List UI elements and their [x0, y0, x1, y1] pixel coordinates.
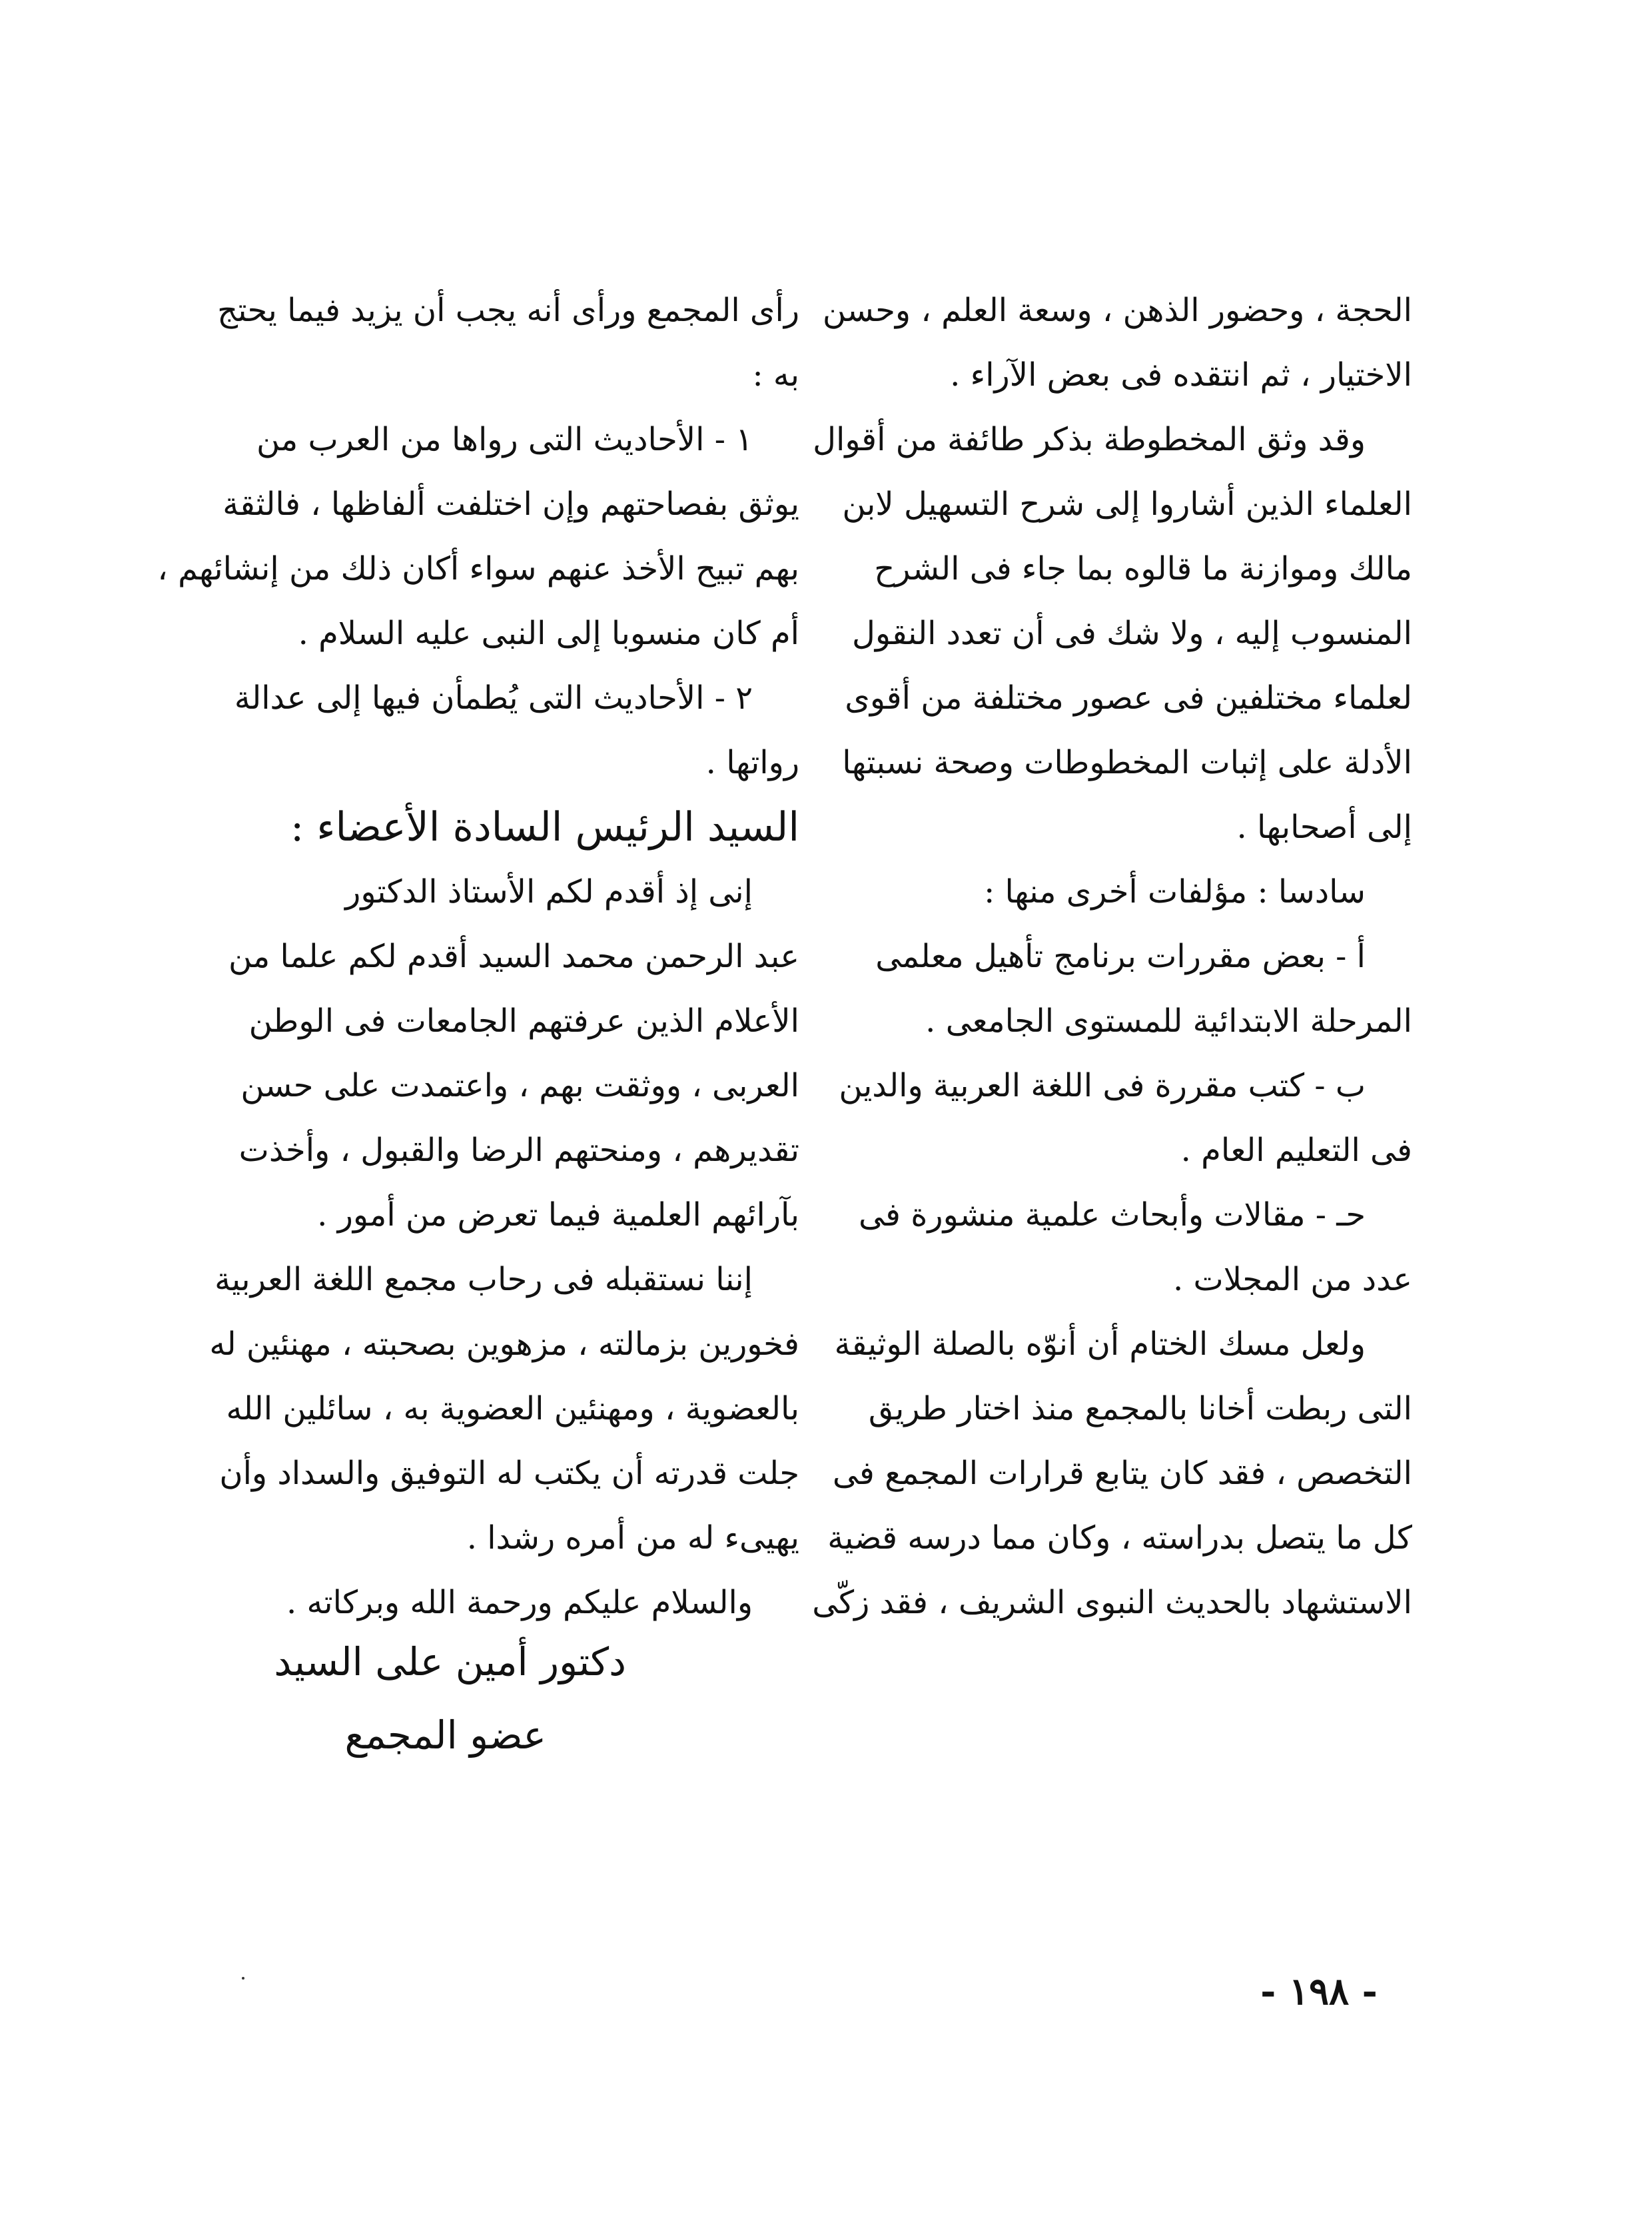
text-line: بالعضوية ، ومهنئين العضوية به ، سائلين الله	[226, 1390, 799, 1427]
text-line: المنسوب إليه ، ولا شك فى أن تعدد النقول	[852, 615, 1412, 652]
text-line: الاختيار ، ثم انتقده فى بعض الآراء .	[950, 356, 1412, 394]
text-line: مالك وموازنة ما قالوه بما جاء فى الشرح	[874, 550, 1412, 587]
text-line: التخصص ، فقد كان يتابع قرارات المجمع فى	[832, 1455, 1412, 1492]
text-line: العربى ، ووثقت بهم ، واعتمدت على حسن	[240, 1067, 799, 1104]
text-line: تقديرهم ، ومنحتهم الرضا والقبول ، وأخذت	[238, 1132, 799, 1169]
text-line: بهم تبيح الأخذ عنهم سواء أكان ذلك من إنشائهم ،	[157, 550, 799, 587]
text-line: عدد من المجلات .	[1172, 1261, 1412, 1298]
text-line: جلت قدرته أن يكتب له التوفيق والسداد وأن	[219, 1455, 799, 1492]
text-line: ولعل مسك الختام أن أنوّه بالصلة الوثيقة	[834, 1325, 1366, 1363]
text-line: إنى إذ أقدم لكم الأستاذ الدكتور	[345, 873, 753, 911]
text-line: سادسا : مؤلفات أخرى منها :	[984, 873, 1366, 911]
text-line: به :	[752, 356, 799, 394]
text-line: الاستشهاد بالحديث النبوى الشريف ، فقد زكّى	[812, 1584, 1412, 1621]
text-line: العلماء الذين أشاروا إلى شرح التسهيل لابن	[842, 486, 1412, 523]
text-line: بآرائهم العلمية فيما تعرض من أمور .	[317, 1196, 799, 1234]
text-line: عبد الرحمن محمد السيد أقدم لكم علما من	[228, 938, 799, 975]
text-line: ٢ - الأحاديث التى يُطمأن فيها إلى عدالة	[234, 679, 753, 717]
scan-speck	[242, 1977, 244, 1980]
right-text-column	[812, 278, 1412, 1635]
text-line: يوثق بفصاحتهم وإن اختلفت ألفاظها ، فالثقة	[222, 486, 799, 523]
text-line: إلى أصحابها .	[1236, 809, 1412, 846]
text-line: والسلام عليكم ورحمة الله وبركاته .	[286, 1584, 753, 1621]
signature-title: عضو المجمع	[344, 1712, 546, 1758]
text-line: لعلماء مختلفين فى عصور مختلفة من أقوى	[845, 679, 1412, 717]
text-line: حـ - مقالات وأبحاث علمية منشورة فى	[859, 1196, 1366, 1234]
signature-block	[274, 1625, 626, 1772]
text-line: يهيىء له من أمره رشدا .	[466, 1519, 799, 1557]
text-line: رواتها .	[705, 744, 799, 781]
text-line: أ - بعض مقررات برنامج تأهيل معلمى	[875, 938, 1366, 975]
text-line: رأى المجمع ورأى أنه يجب أن يزيد فيما يحتج	[217, 292, 799, 329]
text-line: وقد وثق المخطوطة بذكر طائفة من أقوال	[813, 421, 1366, 458]
left-text-column	[157, 278, 799, 1635]
text-line: أم كان منسوبا إلى النبى عليه السلام .	[298, 615, 799, 652]
text-line: الحجة ، وحضور الذهن ، وسعة العلم ، وحسن	[822, 292, 1412, 329]
text-line: إننا نستقبله فى رحاب مجمع اللغة العربية	[214, 1261, 753, 1298]
text-line: الأدلة على إثبات المخطوطات وصحة نسبتها	[842, 744, 1412, 781]
text-line: الأعلام الذين عرفتهم الجامعات فى الوطن	[248, 1002, 799, 1040]
text-line: فخورين بزمالته ، مزهوين بصحبته ، مهنئين له	[209, 1325, 799, 1363]
section-heading: السيد الرئيس السادة الأعضاء :	[290, 804, 799, 851]
page-number: - ١٩٨ -	[1260, 1970, 1378, 2014]
text-line: المرحلة الابتدائية للمستوى الجامعى .	[925, 1002, 1412, 1040]
signature-name: دكتور أمين على السيد	[274, 1639, 626, 1684]
text-line: ١ - الأحاديث التى رواها من العرب من	[256, 421, 753, 458]
text-line: فى التعليم العام .	[1180, 1132, 1412, 1169]
text-line: ب - كتب مقررة فى اللغة العربية والدين	[839, 1067, 1366, 1104]
text-line: التى ربطت أخانا بالمجمع منذ اختار طريق	[868, 1390, 1412, 1427]
text-line: كل ما يتصل بدراسته ، وكان مما درسه قضية	[827, 1519, 1412, 1557]
